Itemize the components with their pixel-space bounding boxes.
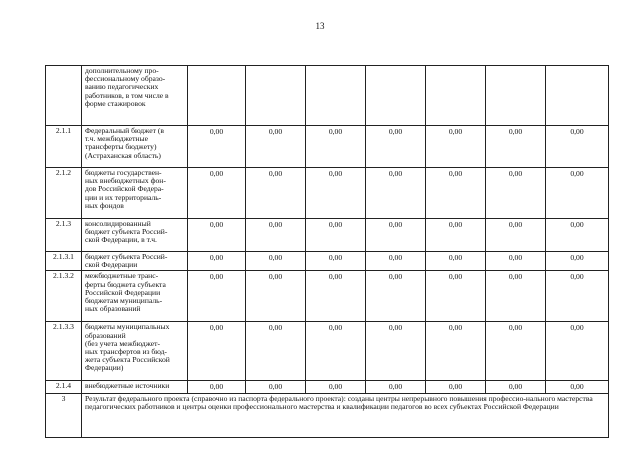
row-description: Федеральный бюджет (в т.ч. межбюджетные трансферты бюджету) (Астраханская область) <box>82 126 188 168</box>
value-cell <box>366 66 426 126</box>
value-cell: 0,00 <box>306 126 366 168</box>
value-cell: 0,00 <box>306 168 366 219</box>
budget-table <box>45 65 609 438</box>
row-description: дополнительному про- фессиональному образо- ванию педагогических работников, в том числе в форме стажировок <box>82 66 188 126</box>
value-cell: 0,00 <box>188 252 246 271</box>
value-cell <box>486 66 546 126</box>
value-cell: 0,00 <box>306 219 366 252</box>
row-description: бюджет субъекта Россий- ской Федерации <box>82 252 188 271</box>
value-cell: 0,00 <box>546 381 609 393</box>
value-cell: 0,00 <box>426 219 486 252</box>
value-cell: 0,00 <box>546 322 609 381</box>
table-row <box>46 252 609 271</box>
result-row <box>46 393 609 437</box>
row-description: бюджеты муниципальных образований (без учета межбюджет- ных трансфертов из бюд- жета субъекта Российской Федерации) <box>82 322 188 381</box>
value-cell: 0,00 <box>546 219 609 252</box>
value-cell: 0,00 <box>246 126 306 168</box>
value-cell: 0,00 <box>246 219 306 252</box>
row-description: внебюджетные источники <box>82 381 188 393</box>
value-cell: 0,00 <box>486 168 546 219</box>
value-cell: 0,00 <box>426 168 486 219</box>
value-cell: 0,00 <box>246 168 306 219</box>
value-cell: 0,00 <box>306 322 366 381</box>
value-cell: 0,00 <box>366 322 426 381</box>
value-cell: 0,00 <box>426 322 486 381</box>
value-cell: 0,00 <box>486 219 546 252</box>
value-cell: 0,00 <box>366 168 426 219</box>
table-row <box>46 381 609 393</box>
value-cell: 0,00 <box>486 271 546 322</box>
value-cell: 0,00 <box>366 271 426 322</box>
value-cell: 0,00 <box>486 381 546 393</box>
value-cell <box>306 66 366 126</box>
value-cell: 0,00 <box>426 126 486 168</box>
table-row <box>46 271 609 322</box>
value-cell: 0,00 <box>246 271 306 322</box>
value-cell: 0,00 <box>188 322 246 381</box>
value-cell <box>246 66 306 126</box>
value-cell: 0,00 <box>188 168 246 219</box>
row-description: консолидированный бюджет субъекта Россий- ской Федерации, в т.ч. <box>82 219 188 252</box>
row-number: 2.1.3.2 <box>46 271 82 322</box>
value-cell: 0,00 <box>426 381 486 393</box>
result-description: Результат федерального проекта (справочно из паспорта федерального проекта): созданы центры непрерывного повышения профессио-нального мастерства педагогических работников и центры оценки профессионального мастерства и квалификации педагогов во всех субъектах Российской Федерации <box>82 393 609 437</box>
value-cell: 0,00 <box>366 219 426 252</box>
row-number <box>46 66 82 126</box>
row-number: 2.1.3.1 <box>46 252 82 271</box>
value-cell: 0,00 <box>426 271 486 322</box>
value-cell: 0,00 <box>486 322 546 381</box>
value-cell <box>188 66 246 126</box>
row-description: бюджеты государствен- ных внебюджетных фон- дов Российской Федера- ции и их территориаль- ных фондов <box>82 168 188 219</box>
table-row <box>46 322 609 381</box>
page-number: 13 <box>315 21 325 31</box>
row-number: 2.1.3 <box>46 219 82 252</box>
value-cell: 0,00 <box>188 271 246 322</box>
row-number: 3 <box>46 393 82 437</box>
value-cell: 0,00 <box>188 219 246 252</box>
table-row <box>46 168 609 219</box>
table-row <box>46 66 609 126</box>
value-cell <box>426 66 486 126</box>
value-cell: 0,00 <box>188 126 246 168</box>
table-row <box>46 219 609 252</box>
row-number: 2.1.2 <box>46 168 82 219</box>
row-number: 2.1.4 <box>46 381 82 393</box>
value-cell: 0,00 <box>546 271 609 322</box>
value-cell: 0,00 <box>486 126 546 168</box>
value-cell: 0,00 <box>306 381 366 393</box>
value-cell: 0,00 <box>366 252 426 271</box>
value-cell <box>546 66 609 126</box>
value-cell: 0,00 <box>246 252 306 271</box>
value-cell: 0,00 <box>188 381 246 393</box>
value-cell: 0,00 <box>546 252 609 271</box>
row-description: межбюджетные транс- ферты бюджета субъекта Российской Федерации бюджетам муниципаль- ных образований <box>82 271 188 322</box>
value-cell: 0,00 <box>426 252 486 271</box>
value-cell: 0,00 <box>546 126 609 168</box>
value-cell: 0,00 <box>486 252 546 271</box>
value-cell: 0,00 <box>306 271 366 322</box>
table-row <box>46 126 609 168</box>
value-cell: 0,00 <box>306 252 366 271</box>
value-cell: 0,00 <box>246 322 306 381</box>
value-cell: 0,00 <box>366 126 426 168</box>
value-cell: 0,00 <box>366 381 426 393</box>
value-cell: 0,00 <box>546 168 609 219</box>
value-cell: 0,00 <box>246 381 306 393</box>
row-number: 2.1.3.3 <box>46 322 82 381</box>
row-number: 2.1.1 <box>46 126 82 168</box>
